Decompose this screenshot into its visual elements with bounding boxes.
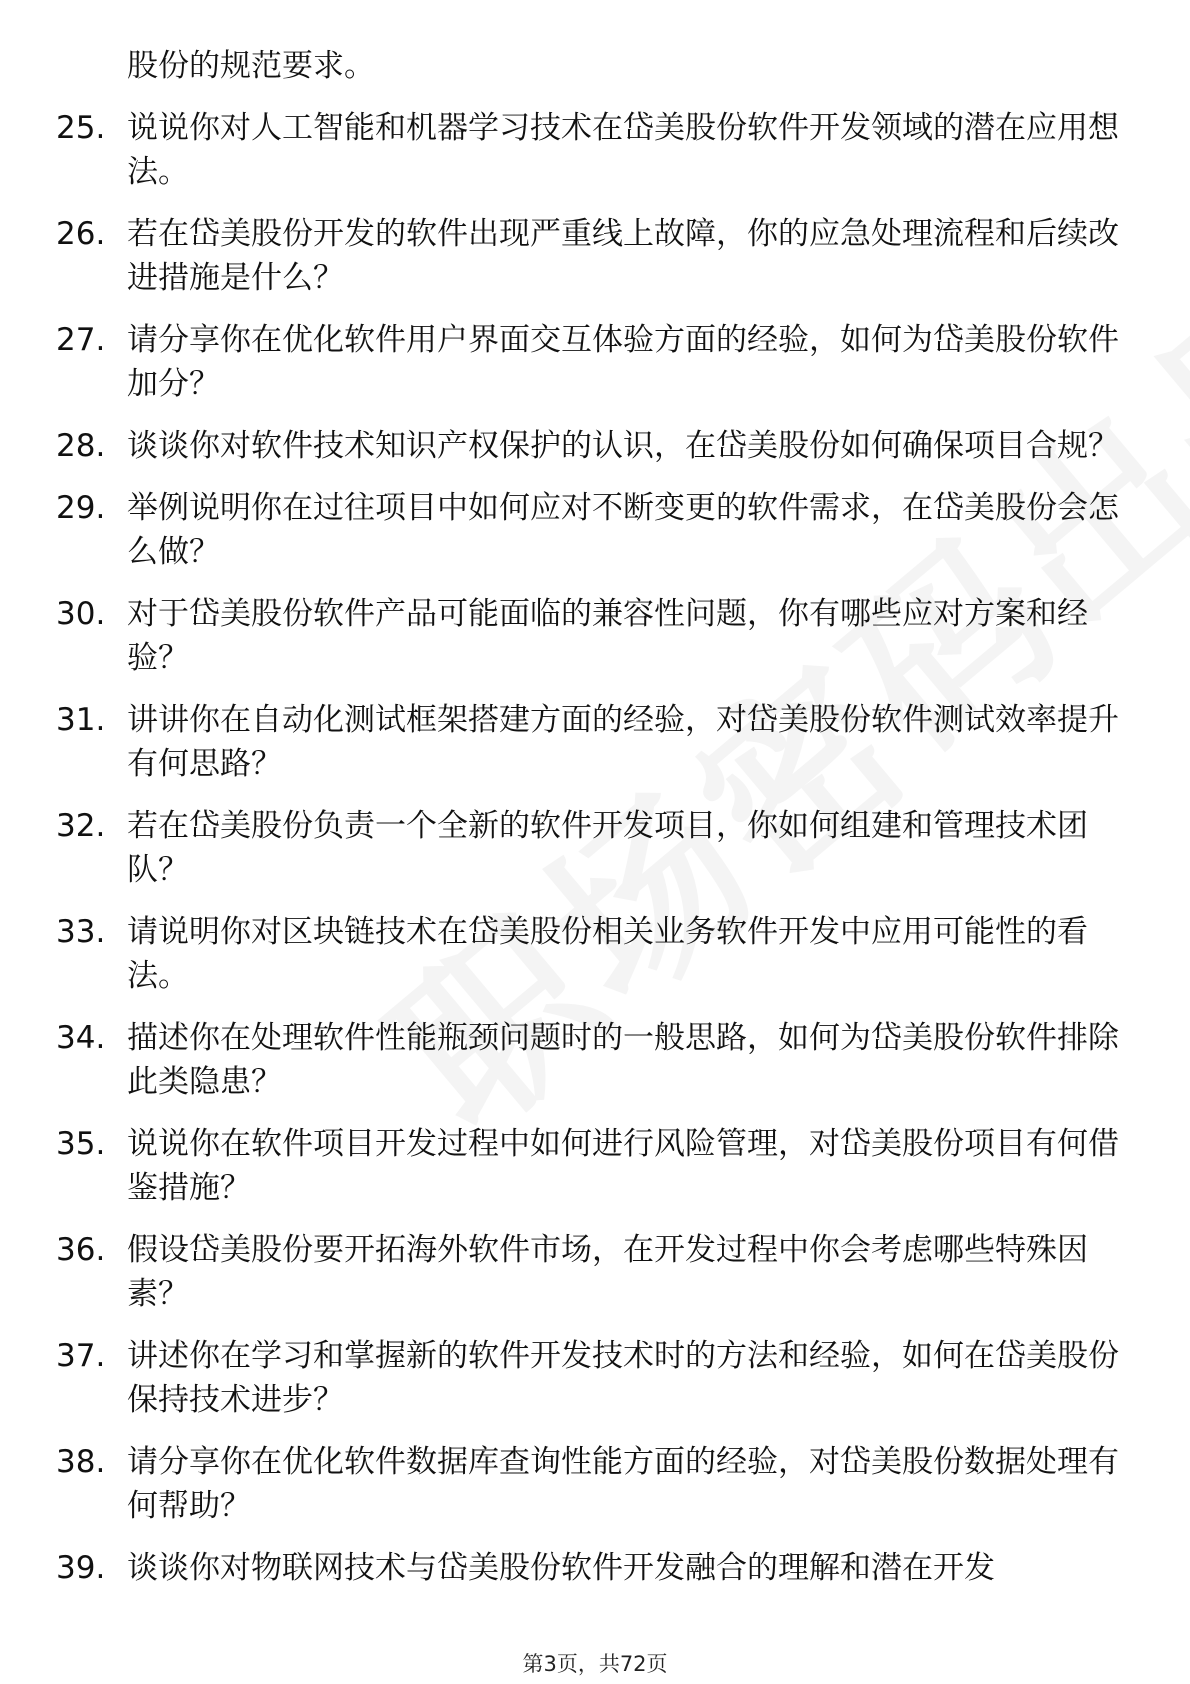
- question-item: [56, 486, 1136, 574]
- question-item: [56, 318, 1136, 406]
- question-number: 25.: [56, 110, 106, 146]
- question-text: 描述你在处理软件性能瓶颈问题时的一般思路，如何为岱美股份软件排除此类隐患？: [127, 1020, 1119, 1100]
- question-text: 举例说明你在过往项目中如何应对不断变更的软件需求，在岱美股份会怎么做？: [127, 490, 1119, 570]
- question-item: [56, 1016, 1136, 1104]
- question-item: [56, 804, 1136, 892]
- question-number: 33.: [56, 914, 106, 950]
- question-text: 请说明你对区块链技术在岱美股份相关业务软件开发中应用可能性的看法。: [127, 914, 1088, 994]
- question-text: 若在岱美股份负责一个全新的软件开发项目，你如何组建和管理技术团队？: [127, 808, 1088, 888]
- question-item: [56, 424, 1136, 468]
- question-item: [56, 1122, 1136, 1210]
- question-number: 29.: [56, 490, 106, 526]
- question-number: 38.: [56, 1444, 106, 1480]
- question-text: 说说你对人工智能和机器学习技术在岱美股份软件开发领域的潜在应用想法。: [127, 110, 1119, 190]
- continued-text: 股份的规范要求。: [127, 48, 375, 84]
- question-item: [56, 698, 1136, 786]
- question-text: 请分享你在优化软件数据库查询性能方面的经验，对岱美股份数据处理有何帮助？: [127, 1444, 1119, 1524]
- question-item: [56, 212, 1136, 300]
- question-text: 谈谈你对物联网技术与岱美股份软件开发融合的理解和潜在开发: [127, 1550, 995, 1586]
- question-text: 说说你在软件项目开发过程中如何进行风险管理，对岱美股份项目有何借鉴措施？: [127, 1126, 1119, 1206]
- question-number: 37.: [56, 1338, 106, 1374]
- question-text: 讲述你在学习和掌握新的软件开发技术时的方法和经验，如何在岱美股份保持技术进步？: [127, 1338, 1119, 1418]
- question-number: 35.: [56, 1126, 106, 1162]
- question-item: [56, 1334, 1136, 1422]
- question-number: 36.: [56, 1232, 106, 1268]
- question-item: [56, 592, 1136, 680]
- page-footer: 第3页，共72页: [522, 1652, 668, 1676]
- question-number: 32.: [56, 808, 106, 844]
- question-number: 28.: [56, 428, 106, 464]
- question-text: 假设岱美股份要开拓海外软件市场，在开发过程中你会考虑哪些特殊因素？: [127, 1232, 1088, 1312]
- question-number: 31.: [56, 702, 106, 738]
- question-text: 请分享你在优化软件用户界面交互体验方面的经验，如何为岱美股份软件加分？: [127, 322, 1119, 402]
- question-content: [56, 44, 1136, 1608]
- question-item: [56, 1228, 1136, 1316]
- question-text: 谈谈你对软件技术知识产权保护的认识，在岱美股份如何确保项目合规？: [127, 428, 1119, 464]
- question-item: [56, 106, 1136, 194]
- question-number: 30.: [56, 596, 106, 632]
- question-text: 讲讲你在自动化测试框架搭建方面的经验，对岱美股份软件测试效率提升有何思路？: [127, 702, 1119, 782]
- question-text: 对于岱美股份软件产品可能面临的兼容性问题，你有哪些应对方案和经验？: [127, 596, 1088, 676]
- question-text: 若在岱美股份开发的软件出现严重线上故障，你的应急处理流程和后续改进措施是什么？: [127, 216, 1119, 296]
- question-number: 27.: [56, 322, 106, 358]
- question-number: 39.: [56, 1550, 106, 1586]
- question-list: [56, 106, 1136, 1590]
- question-number: 34.: [56, 1020, 106, 1056]
- question-item: [56, 1546, 1136, 1590]
- question-item: [56, 910, 1136, 998]
- question-item: [56, 1440, 1136, 1528]
- question-number: 26.: [56, 216, 106, 252]
